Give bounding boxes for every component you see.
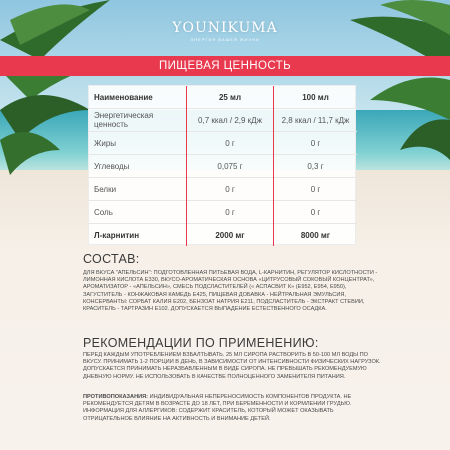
header-name: Наименование xyxy=(94,92,153,102)
row-value-25ml: 0,7 ккал / 2,9 кДж xyxy=(198,115,262,125)
table-row xyxy=(89,109,357,132)
brand-tagline: ЭНЕРГИЯ ВАШЕЙ ЖИЗНИ xyxy=(190,37,260,42)
header-100ml: 100 мл xyxy=(302,92,329,102)
row-name: Углеводы xyxy=(94,161,130,171)
table-row xyxy=(89,201,357,224)
header-25ml: 25 мл xyxy=(218,92,242,102)
row-value-25ml: 0 г xyxy=(225,207,235,217)
table-row xyxy=(89,178,357,201)
row-name: Соль xyxy=(94,207,113,217)
table-row xyxy=(89,132,357,155)
row-value-100ml: 8000 мг xyxy=(300,231,331,240)
row-value-100ml: 0 г xyxy=(310,184,321,194)
table-divider xyxy=(273,86,274,246)
row-name: Л-карнитин xyxy=(94,231,140,240)
table-row xyxy=(89,224,357,247)
row-value-100ml: 0 г xyxy=(310,138,321,148)
usage-text: ПЕРЕД КАЖДЫМ УПОТРЕБЛЕНИЕМ ВЗБАЛТЫВАТЬ. 25 МЛ СИРОПА РАСТВОРИТЬ В 50-100 МЛ ВОДЫ ПО ВКУСУ. ПРИНИМАТЬ 1-2 ПОРЦИИ В ДЕНЬ, В ЗАВИСИМОСТИ ОТ ИНТЕНСИВНОСТИ ФИЗИЧЕСКИХ НАГРУЗОК. ДОПУСКАЕТСЯ ПРИНИМАТЬ НЕРАЗБАВЛЕННЫМ В ВИДЕ СИРОПА. НЕ ПРЕВЫШАТЬ РЕКОМЕНДУЕМУЮ ДНЕВНУЮ НОРМУ. НЕ ИСПОЛЬЗОВАТЬ В КАЧЕСТВЕ ПОЛНОЦЕННОГО ЗАМЕНИТЕЛЯ ПИТАНИЯ. xyxy=(83,352,381,380)
row-value-25ml: 0 г xyxy=(225,138,235,148)
nutrition-table xyxy=(88,85,356,245)
brand-name: YOUNIKUMA xyxy=(172,20,278,36)
row-value-100ml: 0 г xyxy=(310,207,321,217)
contraindications-text: ИНДИВИДУАЛЬНАЯ НЕПЕРЕНОСИМОСТЬ КОМПОНЕНТОВ ПРОДУКТА. НЕ РЕКОМЕНДУЕТСЯ ДЕТЯМ В ВОЗРАСТЕ ДО 18 ЛЕТ, ПРИ БЕРЕМЕННОСТИ И КОРМЛЕНИИ ГРУДЬЮ. ИНФОРМАЦИЯ ДЛЯ АЛЛЕРГИКОВ: СОДЕРЖИТ КРАСИТЕЛЬ, КОТОРЫЙ МОЖЕТ ОКАЗЫВАТЬ ОТРИЦАТЕЛЬНОЕ ВЛИЯНИЕ НА АКТИВНОСТЬ И ВНИМАНИЕ ДЕТЕЙ. xyxy=(83,394,352,422)
nutrition-banner: ПИЩЕВАЯ ЦЕННОСТЬ xyxy=(0,56,450,76)
table-divider xyxy=(186,86,187,246)
composition-title: СОСТАВ: xyxy=(83,252,140,266)
table-row xyxy=(89,155,357,178)
row-value-25ml: 2000 мг xyxy=(215,231,245,240)
composition-text: ДЛЯ ВКУСА "АПЕЛЬСИН": ПОДГОТОВЛЕННАЯ ПИТЬЕВАЯ ВОДА, L-КАРНИТИН, РЕГУЛЯТОР КИСЛОТНОСТИ - ЛИМОННАЯ КИСЛОТА Е330, ВКУСО-АРОМАТИЧЕСКАЯ ОСНОВА «ЦИТРУСОВЫЙ СОКОВЫЙ КОНЦЕНТРАТ», АРОМАТИЗАТОР - «АПЕЛЬСИН», СМЕСЬ ПОДСЛАСТИТЕЛЕЙ (« АСПАСВИТ К» (Е952, Е954, Е950), ЗАГУСТИТЕЛЬ - КОНЖАКОВАЯ КАМЕДЬ Е425, ПИЩЕВАЯ ДОБАВКА - НЕЙТРАЛЬНАЯ ЭМУЛЬСИЯ, КОНСЕРВАНТЫ: СОРБАТ КАЛИЯ Е202, БЕНЗОАТ НАТРИЯ Е211, ПОДСЛАСТИТЕЛЬ - ЭКСТРАКТ СТЕВИИ, КРАСИТЕЛЬ - ТАРТРАЗИН Е102. ДОПУСКАЕТСЯ ВЫПАДЕНИЕ ЕСТЕСТВЕННОГО ОСАДКА. xyxy=(83,270,378,313)
contraindications-block xyxy=(83,394,383,423)
row-value-100ml: 2,8 ккал / 11,7 кДж xyxy=(281,115,350,125)
usage-title: РЕКОМЕНДАЦИИ ПО ПРИМЕНЕНИЮ: xyxy=(83,336,319,350)
table-header-row xyxy=(89,86,357,109)
brand-logo xyxy=(0,20,450,42)
row-name: Энергетическая ценность xyxy=(94,111,154,129)
row-value-25ml: 0 г xyxy=(225,184,235,194)
row-name: Белки xyxy=(94,184,117,194)
row-value-100ml: 0,3 г xyxy=(307,161,324,171)
row-name: Жиры xyxy=(94,138,117,148)
contraindications-label: ПРОТИВОПОКАЗАНИЯ: xyxy=(83,394,149,400)
row-value-25ml: 0,075 г xyxy=(217,161,243,171)
